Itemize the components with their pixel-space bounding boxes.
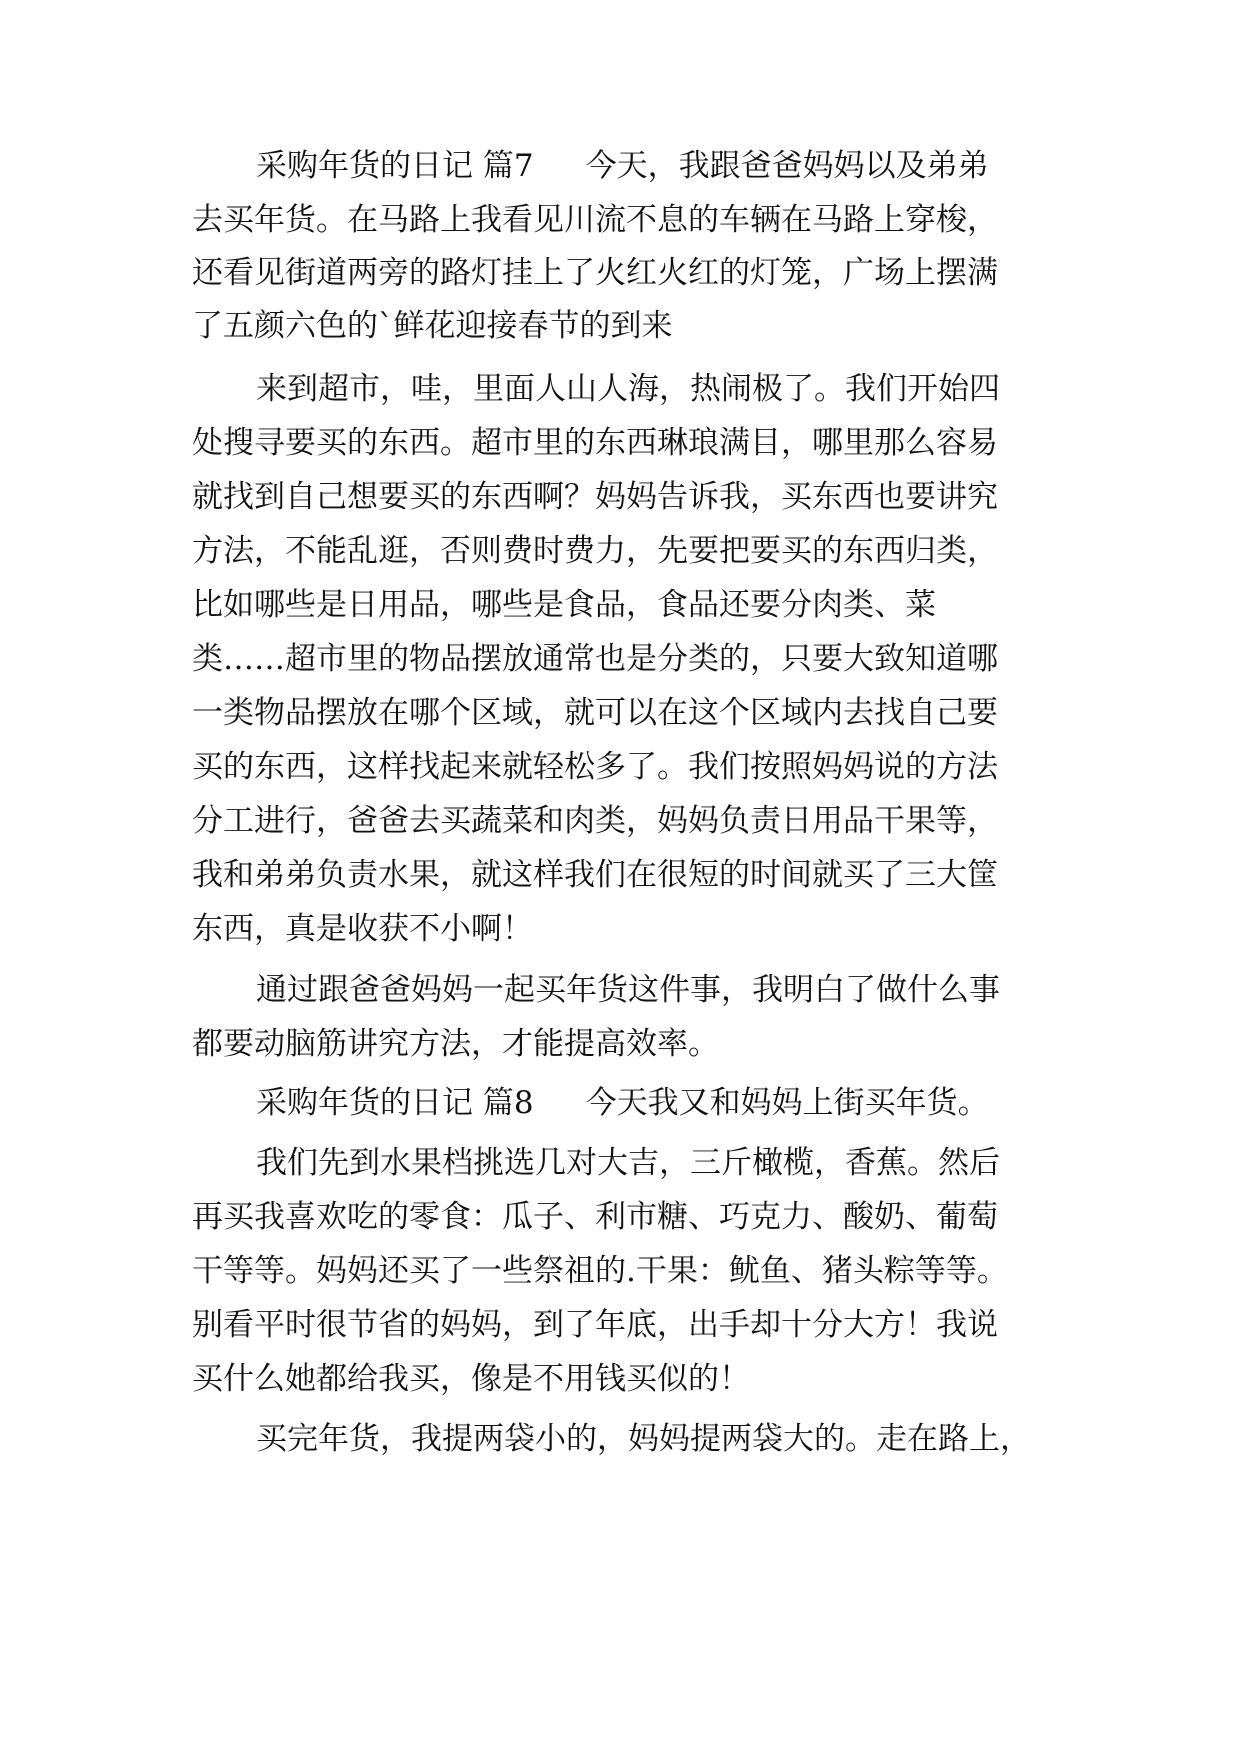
text-line-2: 去买年货。在马路上我看见川流不息的车辆在马路上穿梭， <box>192 202 998 238</box>
text-line-8: 方法，不能乱逛，否则费时费力，先要把要买的东西归类， <box>192 533 998 569</box>
text-segment: 今天，我跟爸爸妈妈以及弟弟 <box>585 148 989 184</box>
text-segment: 今天我又和妈妈上街买年货。 <box>585 1085 989 1121</box>
text-line-3: 还看见街道两旁的路灯挂上了火红火红的灯笼，广场上摆满 <box>192 255 998 291</box>
diary-heading-7: 采购年货的日记 篇7 <box>256 148 534 184</box>
text-line-12: 买的东西，这样找起来就轻松多了。我们按照妈妈说的方法 <box>192 749 998 785</box>
text-line-11: 一类物品摆放在哪个区域，就可以在这个区域内去找自己要 <box>192 695 998 731</box>
text-line-19: 我们先到水果档挑选几对大吉，三斤橄榄，香蕉。然后 <box>256 1145 1000 1181</box>
text-line-22: 别看平时很节省的妈妈，到了年底，出手却十分大方！我说 <box>192 1307 998 1343</box>
text-line-16: 通过跟爸爸妈妈一起买年货这件事，我明白了做什么事 <box>256 972 1000 1008</box>
text-line-23: 买什么她都给我买，像是不用钱买似的！ <box>192 1361 750 1397</box>
text-line-21: 干等等。妈妈还买了一些祭祖的.干果：鱿鱼、猪头粽等等。 <box>192 1253 1008 1289</box>
text-line-24: 买完年货，我提两袋小的，妈妈提两袋大的。走在路上， <box>256 1421 1031 1457</box>
text-line-15: 东西，真是收获不小啊！ <box>192 911 533 947</box>
text-line-9: 比如哪些是日用品，哪些是食品，食品还要分肉类、菜 <box>192 587 936 623</box>
text-line-14: 我和弟弟负责水果，就这样我们在很短的时间就买了三大筐 <box>192 857 998 893</box>
text-line-5: 来到超市，哇，里面人山人海，热闹极了。我们开始四 <box>256 371 1000 407</box>
diary-heading-8: 采购年货的日记 篇8 <box>256 1085 534 1121</box>
text-line-18 <box>256 1083 1052 1123</box>
text-line-17: 都要动脑筋讲究方法，才能提高效率。 <box>192 1026 719 1062</box>
text-line-1 <box>256 146 1052 186</box>
text-line-10: 类……超市里的物品摆放通常也是分类的，只要大致知道哪 <box>192 641 998 677</box>
text-line-6: 处搜寻要买的东西。超市里的东西琳琅满目，哪里那么容易 <box>192 425 998 461</box>
text-line-4: 了五颜六色的`鲜花迎接春节的到来 <box>192 308 673 344</box>
text-line-13: 分工进行，爸爸去买蔬菜和肉类，妈妈负责日用品干果等， <box>192 803 998 839</box>
text-line-20: 再买我喜欢吃的零食：瓜子、利市糖、巧克力、酸奶、葡萄 <box>192 1199 998 1235</box>
text-line-7: 就找到自己想要买的东西啊？妈妈告诉我，买东西也要讲究 <box>192 479 998 515</box>
